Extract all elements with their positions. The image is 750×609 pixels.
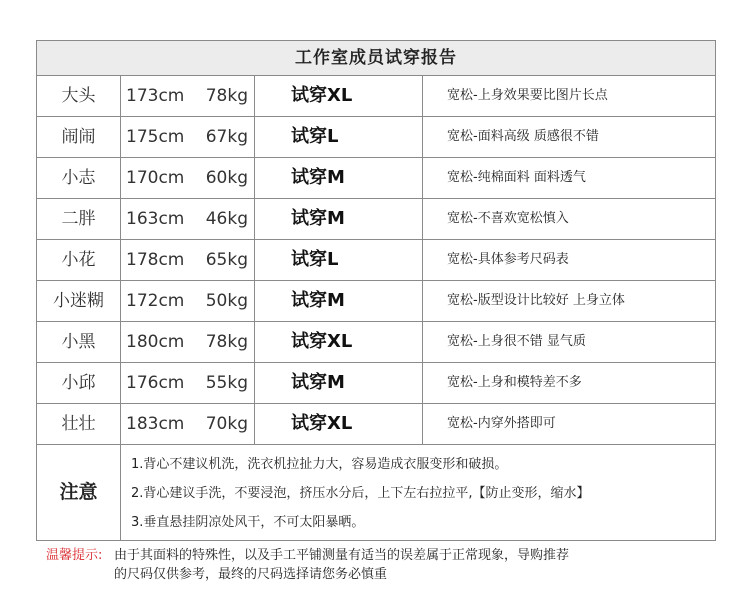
- member-weight: 67kg: [205, 127, 248, 147]
- tip-line-2: 的尺码仅供参考，最终的尺码选择请您务必慎重: [114, 567, 388, 582]
- tried-size: 试穿L: [255, 240, 423, 280]
- table-row: [37, 240, 715, 281]
- fit-comment: 宽松-上身效果要比图片长点: [447, 88, 608, 103]
- table-row: [37, 76, 715, 117]
- member-height: 180cm: [126, 332, 185, 352]
- member-weight: 65kg: [205, 250, 248, 270]
- notice-label: 注意: [37, 445, 121, 540]
- height-weight-cell: [121, 76, 255, 116]
- tried-size: 试穿XL: [255, 76, 423, 116]
- tried-size: 试穿M: [255, 199, 423, 239]
- tip-line-1: 由于其面料的特殊性，以及手工平铺测量有适当的误差属于正常现象，导购推荐: [114, 548, 570, 563]
- fit-comment: 宽松-纯棉面料 面料透气: [447, 170, 586, 185]
- tried-size: 试穿M: [255, 363, 423, 403]
- try-on-report-table: [36, 40, 716, 541]
- member-height: 176cm: [126, 373, 185, 393]
- tried-size: 试穿L: [255, 117, 423, 157]
- warm-tip: [46, 546, 570, 584]
- height-weight-cell: [121, 322, 255, 362]
- notice-item: 3.垂直悬挂阴凉处风干，不可太阳暴晒。: [131, 515, 365, 530]
- tried-size: 试穿M: [255, 158, 423, 198]
- fit-comment: 宽松-面料高级 质感很不错: [447, 129, 599, 144]
- care-notice: [37, 445, 715, 540]
- height-weight-cell: [121, 117, 255, 157]
- notice-item: 1.背心不建议机洗，洗衣机拉扯力大，容易造成衣服变形和破损。: [131, 457, 508, 472]
- fit-comment: 宽松-具体参考尺码表: [447, 252, 569, 267]
- member-weight: 50kg: [205, 291, 248, 311]
- member-name: 小黑: [37, 322, 121, 362]
- member-weight: 78kg: [205, 86, 248, 106]
- tried-size: 试穿XL: [255, 404, 423, 444]
- height-weight-cell: [121, 404, 255, 444]
- member-name: 闹闹: [37, 117, 121, 157]
- height-weight-cell: [121, 363, 255, 403]
- table-row: [37, 199, 715, 240]
- report-title: 工作室成员试穿报告: [37, 41, 715, 76]
- member-name: 二胖: [37, 199, 121, 239]
- height-weight-cell: [121, 199, 255, 239]
- height-weight-cell: [121, 240, 255, 280]
- notice-item: 2.背心建议手洗，不要浸泡，挤压水分后，上下左右拉拉平,【防止变形，缩水】: [131, 486, 590, 501]
- fit-comment: 宽松-版型设计比较好 上身立体: [447, 293, 625, 308]
- tried-size: 试穿M: [255, 281, 423, 321]
- member-weight: 70kg: [205, 414, 248, 434]
- member-height: 175cm: [126, 127, 185, 147]
- member-weight: 78kg: [205, 332, 248, 352]
- member-weight: 60kg: [205, 168, 248, 188]
- member-name: 小志: [37, 158, 121, 198]
- notice-list: [121, 445, 717, 540]
- tip-label: 温馨提示:: [46, 548, 103, 563]
- member-height: 172cm: [126, 291, 185, 311]
- table-row: [37, 404, 715, 445]
- member-name: 壮壮: [37, 404, 121, 444]
- member-name: 小花: [37, 240, 121, 280]
- member-height: 163cm: [126, 209, 185, 229]
- fit-comment: 宽松-上身和模特差不多: [447, 375, 582, 390]
- table-row: [37, 158, 715, 199]
- fit-comment: 宽松-不喜欢宽松慎入: [447, 211, 569, 226]
- fit-comment: 宽松-内穿外搭即可: [447, 416, 556, 431]
- member-weight: 46kg: [205, 209, 248, 229]
- member-name: 小迷糊: [37, 281, 121, 321]
- table-row: [37, 117, 715, 158]
- member-name: 小邱: [37, 363, 121, 403]
- table-row: [37, 281, 715, 322]
- member-weight: 55kg: [205, 373, 248, 393]
- member-height: 173cm: [126, 86, 185, 106]
- member-height: 183cm: [126, 414, 185, 434]
- table-row: [37, 363, 715, 404]
- height-weight-cell: [121, 281, 255, 321]
- height-weight-cell: [121, 158, 255, 198]
- member-height: 178cm: [126, 250, 185, 270]
- fit-comment: 宽松-上身很不错 显气质: [447, 334, 586, 349]
- table-row: [37, 322, 715, 363]
- member-name: 大头: [37, 76, 121, 116]
- tried-size: 试穿XL: [255, 322, 423, 362]
- member-height: 170cm: [126, 168, 185, 188]
